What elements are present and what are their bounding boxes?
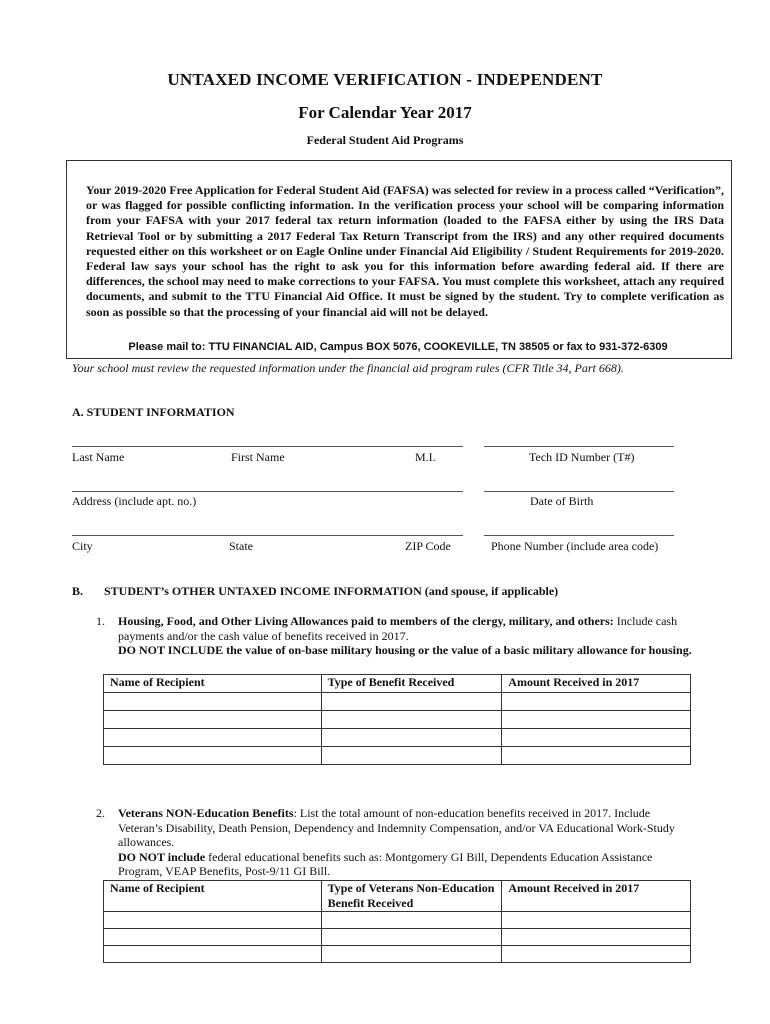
- section-b-letter: B.: [72, 584, 84, 598]
- item2-exclusion-text: federal educational benefits such as: Montgomery GI Bill, Dependents Education Assistance Program, VEAP Benefits, Post-9/11 GI Bill.: [118, 849, 653, 879]
- item2-exclusion-lead: DO NOT include: [118, 849, 206, 864]
- col-amount-received: Amount Received in 2017: [502, 675, 691, 693]
- table-cell[interactable]: [321, 693, 502, 711]
- address-line[interactable]: [72, 491, 463, 492]
- table-row: [104, 912, 691, 929]
- housing-allowance-table: [103, 674, 691, 765]
- review-note: Your school must review the requested information under the financial aid program rules (CFR Title 34, Part 668).: [72, 361, 624, 375]
- col-type-of-benefit: Type of Benefit Received: [321, 675, 502, 693]
- tech-id-line[interactable]: [484, 446, 674, 447]
- state-label: State: [229, 539, 253, 553]
- name-line[interactable]: [72, 446, 463, 447]
- table-cell[interactable]: [502, 929, 691, 946]
- dob-line[interactable]: [484, 491, 674, 492]
- city-label: City: [72, 539, 93, 553]
- table-row: [104, 693, 691, 711]
- item2-lead: Veterans NON-Education Benefits: [118, 806, 294, 820]
- item1-number: 1.: [96, 614, 105, 628]
- col-type-of-veterans-benefit: Type of Veterans Non-Education Benefit Received: [321, 881, 502, 912]
- form-title: UNTAXED INCOME VERIFICATION - INDEPENDENT: [167, 70, 603, 89]
- item2-description: [118, 806, 692, 879]
- item1-description: [118, 614, 692, 658]
- item1-lead: Housing, Food, and Other Living Allowances paid to members of the clergy, military, and others:: [118, 614, 614, 628]
- table-cell[interactable]: [321, 946, 502, 963]
- table-cell[interactable]: [321, 729, 502, 747]
- section-b-heading: STUDENT’s OTHER UNTAXED INCOME INFORMATION (and spouse, if applicable): [104, 584, 559, 598]
- mail-instructions: Please mail to: TTU FINANCIAL AID, Campus BOX 5076, COOKEVILLE, TN 38505 or fax to 931-372-6309: [128, 341, 668, 353]
- col-amount-received: Amount Received in 2017: [502, 881, 691, 912]
- table-cell[interactable]: [321, 711, 502, 729]
- zip-label: ZIP Code: [405, 539, 451, 553]
- mi-label: M.I.: [415, 450, 436, 464]
- col-name-of-recipient: Name of Recipient: [104, 675, 322, 693]
- notice-text: Your 2019-2020 Free Application for Federal Student Aid (FAFSA) was selected for review in a process called “Verification”, or was flagged for possible conflicting information. In the verification process your school will be comparing information from your FAFSA with your 2017 federal tax return information (loaded to the FAFSA either by using the IRS Data Retrieval Tool or by submitting a 2017 Federal Tax Return Transcript from the IRS) and any other required documents requested either on this worksheet or on Eagle Online under Financial Aid Eligibility / Student Requirements for 2019-2020. Federal law says your school has the right to ask you for this information before awarding federal aid. If there are differences, the school may need to make corrections to your FAFSA. You must complete this worksheet, attach any required documents, and submit to the TTU Financial Aid Office. It must be signed by the student. Try to complete verification as soon as possible so that the processing of your financial aid will not be delayed.: [86, 183, 724, 319]
- table-cell[interactable]: [104, 912, 322, 929]
- table-row: [104, 747, 691, 765]
- table-cell[interactable]: [104, 946, 322, 963]
- table-cell[interactable]: [104, 729, 322, 747]
- table-cell[interactable]: [321, 912, 502, 929]
- table-cell[interactable]: [502, 912, 691, 929]
- dob-label: Date of Birth: [530, 494, 594, 508]
- table-cell[interactable]: [502, 747, 691, 765]
- table-cell[interactable]: [321, 747, 502, 765]
- table-cell[interactable]: [104, 929, 322, 946]
- table-cell[interactable]: [502, 946, 691, 963]
- item2-number: 2.: [96, 806, 105, 820]
- table-cell[interactable]: [502, 693, 691, 711]
- phone-label: Phone Number (include area code): [491, 539, 659, 553]
- section-a-heading: A. STUDENT INFORMATION: [72, 405, 235, 419]
- col-name-of-recipient: Name of Recipient: [104, 881, 322, 912]
- table-row: [104, 729, 691, 747]
- first-name-label: First Name: [231, 450, 285, 464]
- table-cell[interactable]: [321, 929, 502, 946]
- item1-text: Include cash payments and/or the cash value of benefits received in 2017.: [118, 614, 678, 643]
- table-row: [104, 946, 691, 963]
- table-cell[interactable]: [104, 693, 322, 711]
- address-label: Address (include apt. no.): [72, 494, 197, 508]
- item2-text: : List the total amount of non-education benefits received in 2017. Include Veteran’s Disability, Death Pension, Dependency and Indemnity Compensation, and/or VA Educational Work-Study allowances.: [118, 806, 675, 850]
- phone-line[interactable]: [484, 535, 674, 536]
- table-row: [104, 711, 691, 729]
- table-cell[interactable]: [104, 747, 322, 765]
- table-cell[interactable]: [104, 711, 322, 729]
- veterans-benefit-table: [103, 880, 691, 963]
- table-cell[interactable]: [502, 729, 691, 747]
- city-line[interactable]: [72, 535, 463, 536]
- table-row: [104, 929, 691, 946]
- item1-exclusion: DO NOT INCLUDE the value of on-base military housing or the value of a basic military allowance for housing.: [118, 643, 692, 658]
- program-name: Federal Student Aid Programs: [306, 133, 464, 147]
- tech-id-label: Tech ID Number (T#): [529, 450, 635, 464]
- table-cell[interactable]: [502, 711, 691, 729]
- form-subtitle: For Calendar Year 2017: [298, 103, 472, 122]
- last-name-label: Last Name: [72, 450, 125, 464]
